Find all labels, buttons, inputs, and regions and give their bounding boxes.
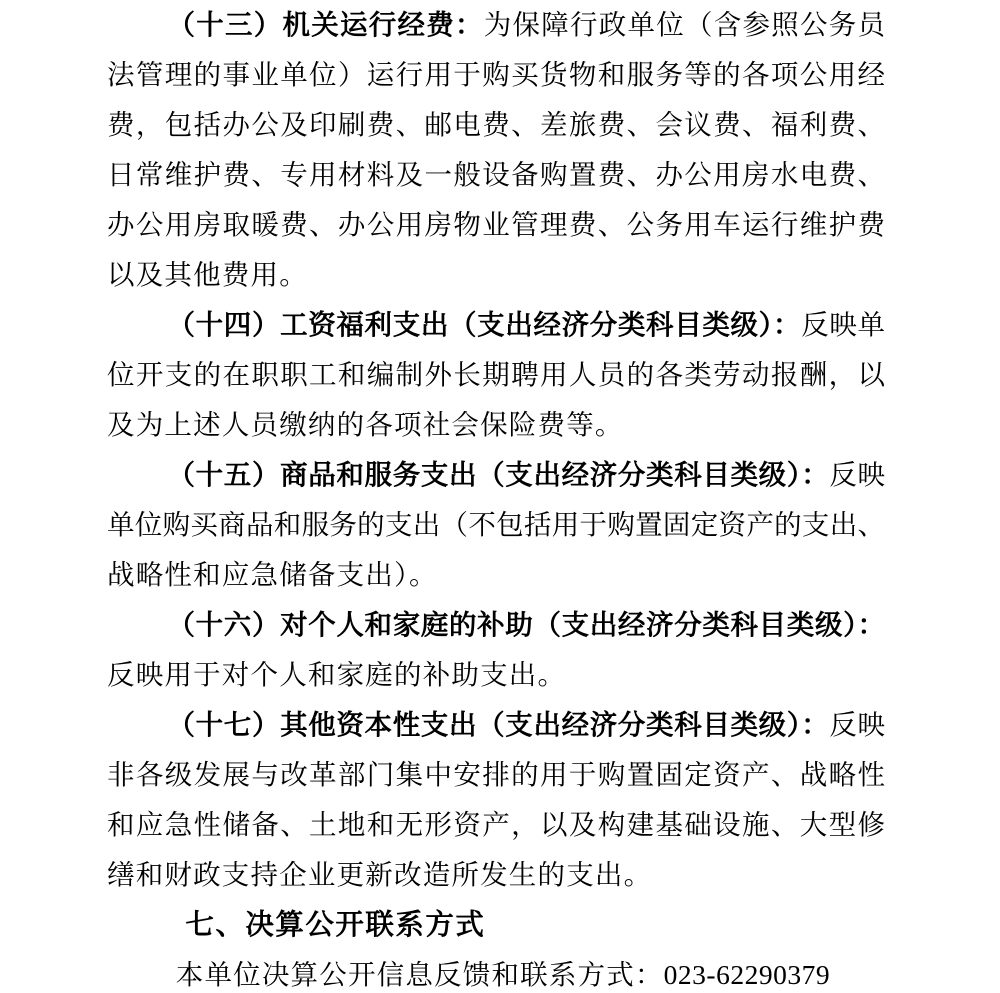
text-line (107, 300, 885, 350)
text-segment: 反映 (829, 459, 886, 490)
text-segment: 日常维护费、专用材料及一般设备购置费、办公用房水电费、 (107, 159, 885, 190)
paragraph-item-16 (107, 600, 885, 700)
text-segment: 缮和财政支持企业更新改造所发生的支出。 (107, 859, 653, 890)
text-segment: 费，包括办公及印刷费、邮电费、差旅费、会议费、福利费、 (107, 109, 885, 140)
phone-number: 023-62290379 (663, 959, 831, 990)
text-line (107, 750, 885, 800)
text-line (107, 250, 885, 300)
text-segment: 法管理的事业单位）运行用于购买货物和服务等的各项公用经 (107, 59, 885, 90)
text-line (107, 700, 885, 750)
text-line (107, 900, 885, 950)
text-line (107, 50, 885, 100)
text-line (107, 650, 885, 700)
text-segment: 位开支的在职职工和编制外长期聘用人员的各类劳动报酬，以 (107, 359, 885, 390)
text-segment: 单位购买商品和服务的支出（不包括用于购置固定资产的支出、 (107, 509, 885, 540)
text-segment: 战略性和应急储备支出）。 (107, 559, 438, 590)
text-segment: 办公用房取暖费、办公用房物业管理费、公务用车运行维护费 (107, 209, 885, 240)
paragraph-item-13 (107, 0, 885, 300)
paragraph-item-14 (107, 300, 885, 450)
text-segment: 本单位决算公开信息反馈和联系方式： (175, 959, 664, 990)
text-line (107, 150, 885, 200)
term-label: （十七）其他资本性支出（支出经济分类科目类级）： (167, 709, 830, 740)
text-line (107, 100, 885, 150)
text-segment: 非各级发展与改革部门集中安排的用于购置固定资产、战略性 (107, 759, 885, 790)
text-line (107, 600, 885, 650)
document-body (107, 0, 885, 993)
text-line (107, 950, 885, 993)
text-segment: 及为上述人员缴纳的各项社会保险费等。 (107, 409, 624, 440)
paragraph-item-17 (107, 700, 885, 900)
term-label: （十五）商品和服务支出（支出经济分类科目类级）： (167, 459, 830, 490)
term-label: （十六）对个人和家庭的补助（支出经济分类科目类级）： (167, 609, 885, 640)
text-line (107, 450, 885, 500)
text-segment: 以及其他费用。 (107, 259, 308, 290)
paragraph-item-15 (107, 450, 885, 600)
section-7-heading (107, 900, 885, 950)
text-line (107, 850, 885, 900)
term-label: （十三）机关运行经费： (167, 9, 484, 40)
text-line (107, 350, 885, 400)
term-label: （十四）工资福利支出（支出经济分类科目类级）： (167, 309, 802, 340)
text-line (107, 550, 885, 600)
text-segment: 反映 (829, 709, 886, 740)
text-segment: 反映单 (801, 309, 886, 340)
text-segment: 和应急性储备、土地和无形资产，以及构建基础设施、大型修 (107, 809, 885, 840)
text-line (107, 800, 885, 850)
text-segment: 为保障行政单位（含参照公务员 (483, 9, 885, 40)
text-line (107, 400, 885, 450)
text-line (107, 0, 885, 50)
term-label: 七、决算公开联系方式 (185, 909, 486, 941)
contact-line (107, 950, 885, 993)
text-segment: 反映用于对个人和家庭的补助支出。 (107, 659, 567, 690)
text-line (107, 500, 885, 550)
text-line (107, 200, 885, 250)
